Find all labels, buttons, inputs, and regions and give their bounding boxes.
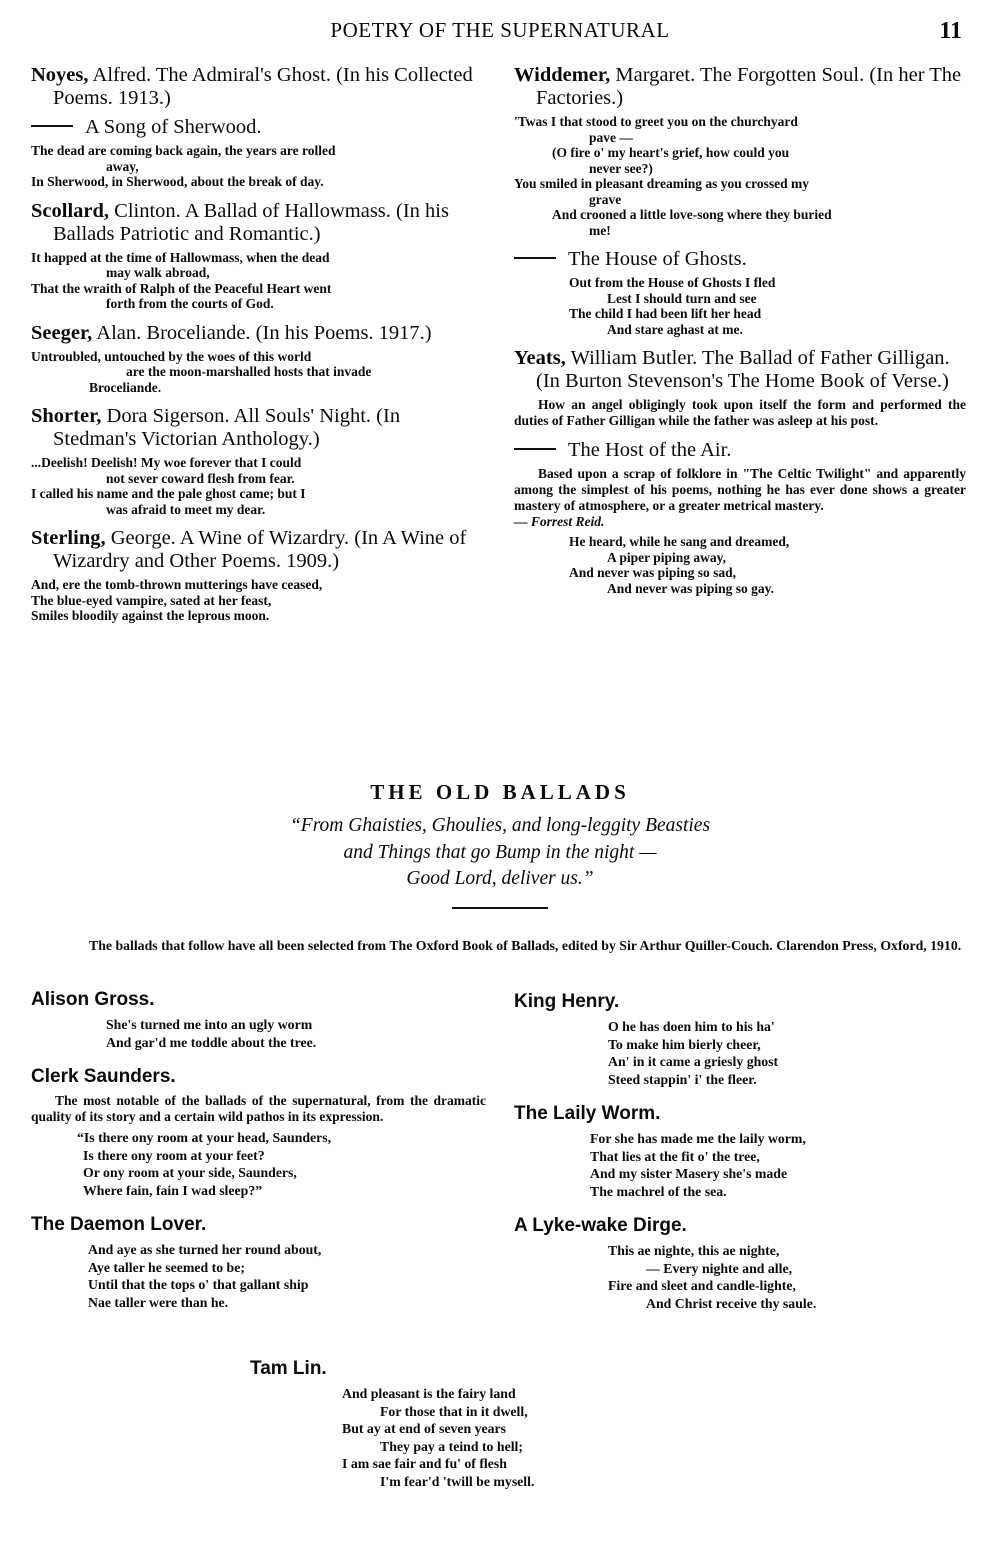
ballad-title: The Laily Worm. — [514, 1103, 661, 1124]
work-title: A Song of Sherwood. — [85, 116, 262, 138]
quote-line: was afraid to meet my dear. — [106, 501, 266, 517]
ballad-king-henry — [514, 990, 966, 1088]
quote-line: 'Twas I that stood to greet you on the churchyard — [514, 114, 798, 129]
ballads-right-column — [514, 990, 966, 1326]
ballad-clerk-saunders — [31, 1065, 486, 1199]
verse-line: And my sister Masery she's made — [590, 1166, 788, 1181]
work-title: The House of Ghosts. — [568, 248, 747, 270]
ditto-dash — [514, 448, 556, 450]
entry-seeger — [31, 322, 486, 396]
verse-line: The machrel of the sea. — [590, 1183, 727, 1199]
work-title: Alfred. The Admiral's Ghost. (In his Collected Poems. 1913.) — [53, 64, 473, 109]
verse-line: Where fain, fain I wad sleep?” — [83, 1182, 263, 1198]
verse-line: An' in it came a griesly ghost — [608, 1054, 779, 1069]
work-title: Dora Sigerson. All Souls' Night. (In Stedman's Victorian Anthology.) — [53, 405, 401, 450]
quotation — [31, 455, 486, 517]
verse-line: O he has doen him to his ha' — [608, 1019, 775, 1034]
verse — [31, 1241, 486, 1311]
quote-line: The dead are coming back again, the years are rolled — [31, 143, 336, 158]
verse — [514, 1130, 966, 1200]
verse-line: That lies at the fit o' the tree, — [590, 1148, 760, 1164]
quotation — [31, 143, 486, 190]
quote-line: me! — [589, 222, 611, 238]
quote-line: pave — — [589, 129, 633, 145]
verse-line: They pay a teind to hell; — [380, 1438, 523, 1454]
quote-line: And never was piping so gay. — [607, 580, 775, 596]
quote-line: Lest I should turn and see — [607, 290, 757, 306]
entry-heading — [31, 322, 486, 345]
quote-line: The child I had been lift her head — [569, 306, 762, 321]
quotation — [514, 275, 966, 337]
running-title: POETRY OF THE SUPERNATURAL — [330, 18, 670, 42]
verse-line: Until that the tops o' that gallant ship — [88, 1277, 309, 1292]
verse-line: “Is there ony room at your head, Saunders, — [77, 1130, 332, 1145]
quotation — [514, 114, 966, 238]
verse-line: Nae taller were than he. — [88, 1294, 229, 1310]
ballad-title: King Henry. — [514, 991, 620, 1012]
verse-line: And aye as she turned her round about, — [88, 1242, 322, 1257]
entry-subheading — [31, 116, 486, 139]
ballads-left-column — [31, 988, 486, 1325]
verse-line: I am sae fair and fu' of flesh — [342, 1456, 507, 1471]
quote-line: And crooned a little love-song where they buried — [552, 207, 832, 222]
page-header — [0, 18, 1000, 48]
quote-line: That the wraith of Ralph of the Peaceful Heart went — [31, 280, 332, 296]
ballad-alison-gross — [31, 988, 486, 1051]
ballad-title: A Lyke-wake Dirge. — [514, 1215, 687, 1236]
quote-line: I called his name and the pale ghost came; but I — [31, 486, 306, 501]
quote-line: forth from the courts of God. — [106, 296, 274, 311]
quote-line: Broceliande. — [89, 379, 162, 395]
right-column — [514, 64, 966, 606]
verse-line: Fire and sleet and candle-lighte, — [608, 1278, 796, 1293]
quote-line: away, — [106, 158, 139, 174]
entry-heading — [31, 200, 486, 246]
verse — [514, 1018, 966, 1088]
quote-line: grave — [589, 191, 622, 207]
verse-line: Steed stappin' i' the fleer. — [608, 1071, 757, 1087]
entry-subheading — [514, 439, 966, 462]
old-ballads-section — [0, 780, 1000, 909]
verse-line: — Every nighte and alle, — [646, 1260, 793, 1276]
author-name: Widdemer, — [514, 64, 611, 86]
epigraph-line: and Things that go Bump in the night — — [343, 841, 657, 863]
quote-line: are the moon-marshalled hosts that invade — [126, 364, 372, 379]
ditto-dash — [514, 257, 556, 259]
quote-line: never see?) — [589, 160, 653, 176]
quote-line: Out from the House of Ghosts I fled — [569, 275, 776, 290]
work-title: The Host of the Air. — [568, 439, 732, 461]
work-title: Clinton. A Ballad of Hallowmass. (In his Ballads Patriotic and Romantic.) — [53, 199, 449, 245]
verse-line: Is there ony room at your feet? — [83, 1147, 265, 1163]
work-title: William Butler. The Ballad of Father Gilligan. (In Burton Stevenson's The Home Book of Verse.) — [536, 347, 950, 392]
verse — [31, 1016, 486, 1051]
quotation — [31, 349, 486, 396]
verse-line: And gar'd me toddle about the tree. — [106, 1034, 317, 1050]
quote-line: A piper piping away, — [607, 549, 727, 565]
author-name: Yeats, — [514, 347, 566, 369]
quote-line: He heard, while he sang and dreamed, — [569, 534, 790, 549]
entry-heading — [31, 405, 486, 451]
ballad-title: The Daemon Lover. — [31, 1214, 207, 1235]
section-title: THE OLD BALLADS — [370, 780, 630, 804]
quote-line: Smiles bloodily against the leprous moon. — [31, 608, 270, 623]
verse-line: And Christ receive thy saule. — [646, 1295, 817, 1311]
verse-line: She's turned me into an ugly worm — [106, 1017, 313, 1032]
author-name: Shorter, — [31, 405, 102, 427]
quote-line: ...Deelish! Deelish! My woe forever that I could — [31, 455, 302, 470]
work-title: Alan. Broceliande. (In his Poems. 1917.) — [92, 321, 432, 344]
annotation — [514, 466, 966, 530]
epigraph — [0, 813, 1000, 893]
section-intro: The ballads that follow have all been selected from The Oxford Book of Ballads, edited by Sir Arthur Quiller-Couch. Clarendon Press, Oxford, 1910. — [89, 938, 962, 953]
verse — [514, 1242, 966, 1312]
verse-line: Aye taller he seemed to be; — [88, 1259, 245, 1275]
quote-line: And, ere the tomb-thrown mutterings have ceased, — [31, 577, 323, 592]
epigraph-line: “From Ghaisties, Ghoulies, and long-leggity Beasties — [289, 815, 711, 836]
entry-heading — [514, 64, 966, 110]
verse-line: I'm fear'd 'twill be mysell. — [380, 1473, 535, 1489]
ditto-dash — [31, 125, 73, 127]
entry-scollard — [31, 200, 486, 312]
quote-line: In Sherwood, in Sherwood, about the break of day. — [31, 174, 324, 189]
annotation: How an angel obligingly took upon itself the form and performed the duties of Father Gilligan while the father was asleep at his post. — [514, 397, 966, 428]
work-title: Margaret. The Forgotten Soul. (In her The Factories.) — [536, 64, 962, 109]
quote-line: And stare aghast at me. — [607, 321, 743, 337]
quote-line: You smiled in pleasant dreaming as you crossed my — [514, 176, 810, 191]
ballad-laily-worm — [514, 1102, 966, 1200]
verse-line: For she has made me the laily worm, — [590, 1131, 806, 1146]
ballad-title: Clerk Saunders. — [31, 1066, 176, 1087]
quotation — [31, 250, 486, 312]
page-number: 11 — [939, 18, 962, 44]
verse-line: This ae nighte, this ae nighte, — [608, 1243, 780, 1258]
entry-heading — [31, 527, 486, 573]
author-name: Seeger, — [31, 321, 93, 344]
author-name: Scollard, — [31, 199, 110, 222]
entry-yeats — [514, 347, 966, 429]
author-name: Sterling, — [31, 527, 106, 549]
ballad-daemon-lover — [31, 1213, 486, 1311]
verse-line: To make him bierly cheer, — [608, 1036, 761, 1052]
verse-line: Or ony room at your side, Saunders, — [83, 1165, 297, 1180]
quote-line: And never was piping so sad, — [569, 565, 737, 580]
quotation — [514, 534, 966, 596]
ballad-lyke-wake-dirge — [514, 1214, 966, 1312]
entry-yeats-2 — [514, 439, 966, 596]
entry-heading — [514, 347, 966, 393]
quote-line: not sever coward flesh from fear. — [106, 470, 295, 486]
entry-widdemer-2 — [514, 248, 966, 337]
quotation — [31, 577, 486, 624]
attribution: — Forrest Reid. — [514, 514, 605, 529]
entry-heading — [31, 64, 486, 110]
ballad-title: Alison Gross. — [31, 989, 155, 1010]
quote-line: Untroubled, untouched by the woes of this world — [31, 348, 312, 364]
epigraph-line: Good Lord, deliver us.” — [406, 868, 594, 889]
verse-line: And pleasant is the fairy land — [342, 1386, 516, 1401]
entry-subheading — [514, 248, 966, 271]
verse-line: For those that in it dwell, — [380, 1403, 528, 1419]
ballad-tam-lin — [250, 1357, 750, 1490]
entry-sterling — [31, 527, 486, 624]
verse — [250, 1385, 750, 1490]
verse-line: But ay at end of seven years — [342, 1421, 507, 1436]
entry-noyes — [31, 64, 486, 190]
annotation-text: Based upon a scrap of folklore in "The Celtic Twilight" and apparently among the simplest of his poems, nothing he has ever done shows a greater mastery of atmosphere, or a greater metrical mastery. — [514, 466, 966, 513]
author-name: Noyes, — [31, 64, 89, 86]
entry-widdemer — [514, 64, 966, 238]
quote-line: The blue-eyed vampire, sated at her feast, — [31, 592, 272, 608]
work-title: George. A Wine of Wizardry. (In A Wine of Wizardry and Other Poems. 1909.) — [53, 527, 467, 572]
left-column — [31, 64, 486, 634]
ballad-title: Tam Lin. — [250, 1358, 327, 1379]
verse — [31, 1129, 486, 1199]
entry-shorter — [31, 405, 486, 517]
quote-line: may walk abroad, — [106, 265, 210, 280]
quote-line: It happed at the time of Hallowmass, when the dead — [31, 249, 330, 265]
section-rule — [452, 907, 548, 909]
annotation: The most notable of the ballads of the supernatural, from the dramatic quality of its story and a certain wild pathos in its expression. — [31, 1093, 486, 1124]
quote-line: (O fire o' my heart's grief, how could you — [552, 145, 790, 160]
